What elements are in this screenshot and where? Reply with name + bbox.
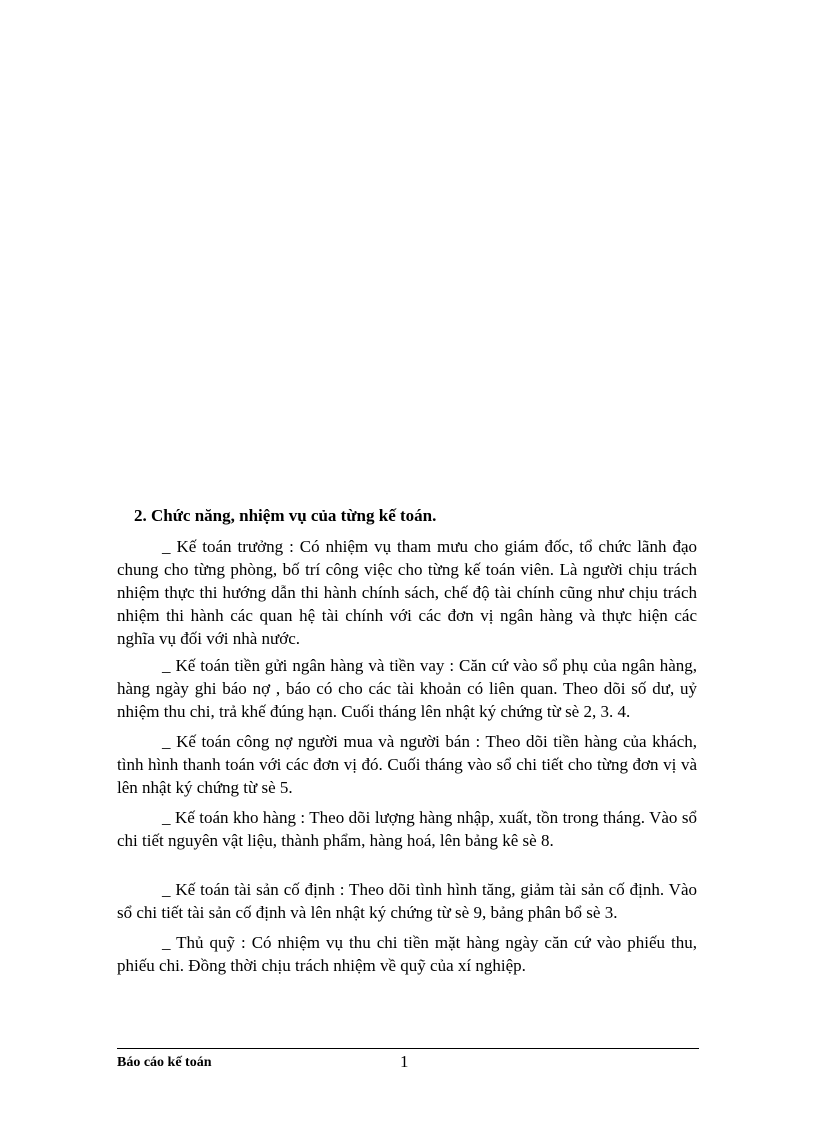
paragraph-fixed-assets-accountant: _ Kế toán tài sản cố định : Theo dõi tình hình tăng, giảm tài sản cố định. Vào sổ chi tiết tài sản cố định và lên nhật ký chứng từ sè 9, bảng phân bổ sè 3. bbox=[117, 880, 697, 922]
paragraph-treasurer: _ Thủ quỹ : Có nhiệm vụ thu chi tiền mặt hàng ngày căn cứ vào phiếu thu, phiếu chi. Đồng thời chịu trách nhiệm về quỹ của xí nghiệp. bbox=[117, 933, 697, 975]
paragraph-chief-accountant: _ Kế toán trưởng : Có nhiệm vụ tham mưu cho giám đốc, tổ chức lãnh đạo chung cho từng phòng, bố trí công việc cho từng kế toán viên. Là người chịu trách nhiệm thực thi hướng dẫn thi hành chính sách, chế độ tài chính cũng như chịu trách nhiệm thi hành các quan hệ tài chính với các đơn vị ngân hàng và thực hiện các nghĩa vụ đối với nhà nước. bbox=[117, 537, 697, 648]
section-heading: 2. Chức năng, nhiệm vụ của từng kế toán. bbox=[134, 506, 437, 525]
paragraph-bank-deposit-accountant: _ Kế toán tiền gửi ngân hàng và tiền vay : Căn cứ vào sổ phụ của ngân hàng, hàng ngày ghi báo nợ , báo có cho các tài khoản có liên quan. Theo dõi số dư, uỷ nhiệm thu chi, trả khế đúng hạn. Cuối tháng lên nhật ký chứng từ sè 2, 3. 4. bbox=[117, 656, 697, 721]
footer-divider bbox=[117, 1048, 699, 1049]
paragraph-warehouse-accountant: _ Kế toán kho hàng : Theo dõi lượng hàng nhập, xuất, tồn trong tháng. Vào sổ chi tiết nguyên vật liệu, thành phẩm, hàng hoá, lên bảng kê sè 8. bbox=[117, 808, 697, 850]
paragraph-receivables-payables-accountant: _ Kế toán công nợ người mua và người bán : Theo dõi tiền hàng của khách, tình hình thanh toán với các đơn vị đó. Cuối tháng vào sổ chi tiết cho từng đơn vị và lên nhật ký chứng từ sè 5. bbox=[117, 732, 697, 797]
document-body bbox=[117, 503, 697, 977]
footer-title: Báo cáo kế toán bbox=[117, 1055, 212, 1070]
page-number: 1 bbox=[400, 1052, 409, 1071]
